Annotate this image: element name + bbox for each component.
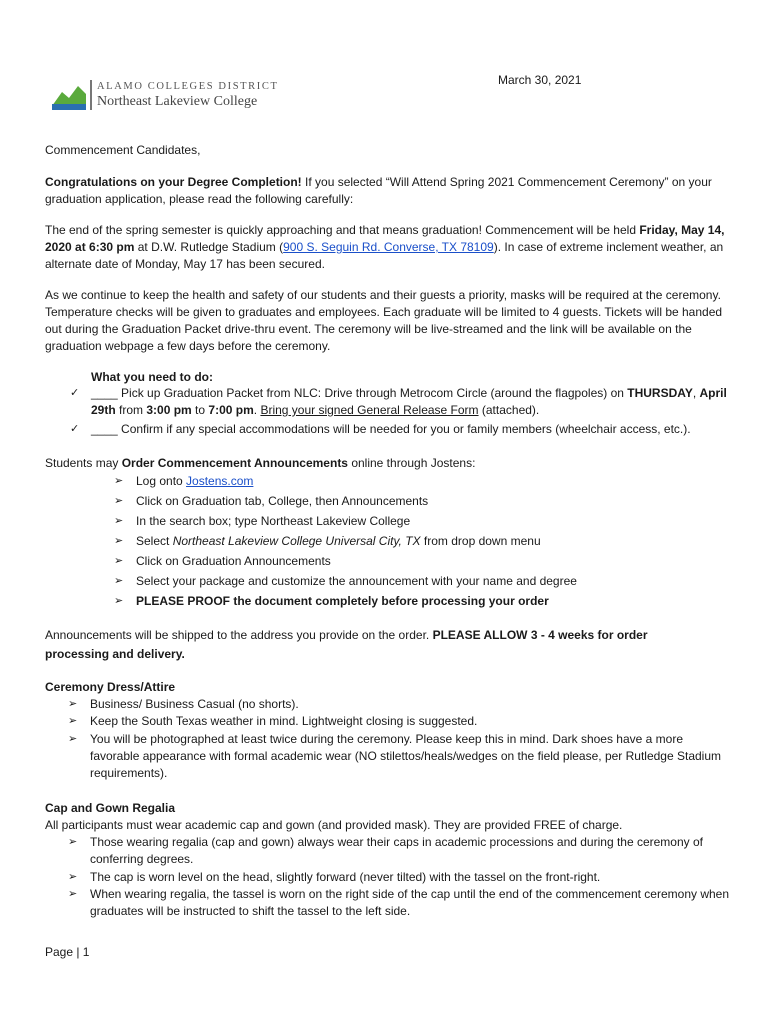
ceremony-date: Friday, May 14, 2020 at 6:30 pm [45,223,725,254]
arrow-bullet-icon: ➢ [68,733,78,745]
stadium-address-link[interactable]: 900 S. Seguin Rd. Converse, TX 78109 [283,240,494,254]
dress-item-3: You will be photographed at least twice during the ceremony. Please keep this in mind. Dark shoes have a more favorable appearance with formal academic wear (NO stilettos/heals/wedges on the field please, per Rutledge Stadium requirements). [90,732,722,780]
announcement-step-7: PLEASE PROOF the document completely before processing your order [136,594,549,608]
logo-district-name: ALAMO COLLEGES DISTRICT [97,81,279,92]
regalia-item-1: Those wearing regalia (cap and gown) always wear their caps in academic processions and during the ceremony of conferring degrees. [90,835,703,866]
salutation: Commencement Candidates, [45,143,201,157]
shipping-allowance: PLEASE ALLOW 3 - 4 weeks for order processing and delivery. [45,628,648,661]
arrow-bullet-icon: ➢ [114,515,124,527]
congratulations-paragraph: Congratulations on your Degree Completion! If you selected “Will Attend Spring 2021 Commencement Ceremony” on your graduation application, please read the following carefully: [45,175,712,206]
regalia-item-3: When wearing regalia, the tassel is worn on the right side of the cap until the end of the commencement ceremony when graduates will be instructed to shift the tassel to the left side. [90,887,730,918]
arrow-bullet-icon: ➢ [114,495,124,507]
announcement-step-4: Select Northeast Lakeview College Universal City, TX from drop down menu [136,534,541,548]
arrow-bullet-icon: ➢ [68,871,78,883]
release-form-note: Bring your signed General Release Form [260,403,479,417]
announcement-step-6: Select your package and customize the announcement with your name and degree [136,574,577,588]
letter-date: March 30, 2021 [498,73,582,87]
regalia-item-2: The cap is worn level on the head, slightly forward (never tilted) with the tassel on the front-right. [90,870,601,884]
todo-item-pickup-packet: ____ Pick up Graduation Packet from NLC: Drive through Metrocom Circle (around the flagpoles) on THURSDAY, April 29th from 3:00 pm to 7:00 pm. Bring your signed General Release Form (attached). [91,386,727,417]
arrow-bullet-icon: ➢ [114,555,124,567]
regalia-intro: All participants must wear academic cap and gown (and provided mask). They are provided FREE of charge. [45,818,623,832]
regalia-heading: Cap and Gown Regalia [45,801,176,815]
arrow-bullet-icon: ➢ [114,575,124,587]
arrow-bullet-icon: ➢ [68,698,78,710]
announcements-intro: Students may Order Commencement Announcements online through Jostens: [45,456,476,470]
arrow-bullet-icon: ➢ [68,836,78,848]
dress-item-2: Keep the South Texas weather in mind. Lightweight closing is suggested. [90,714,478,728]
checkmark-icon: ✓ [70,423,80,435]
todo-item-accommodations: ____ Confirm if any special accommodations will be needed for you or family members (wheelchair access, etc.). [91,422,691,436]
congratulations-heading: Congratulations on your Degree Completion! [45,175,302,189]
announcement-step-3: In the search box; type Northeast Lakeview College [136,514,411,528]
announcement-step-5: Click on Graduation Announcements [136,554,331,568]
logo-divider [90,80,92,110]
shipping-paragraph: Announcements will be shipped to the address you provide on the order. PLEASE ALLOW 3 - 4 weeks for order processing and delivery. [45,628,648,661]
college-logo [52,78,292,114]
logo-college-name: Northeast Lakeview College [97,94,258,109]
dress-heading: Ceremony Dress/Attire [45,680,176,694]
dress-item-1: Business/ Business Casual (no shorts). [90,697,299,711]
announcement-step-2: Click on Graduation tab, College, then Announcements [136,494,429,508]
arrow-bullet-icon: ➢ [114,535,124,547]
page-number: Page | 1 [45,945,90,959]
jostens-link[interactable]: Jostens.com [186,474,254,488]
ceremony-date-paragraph: The end of the spring semester is quickly approaching and that means graduation! Commencement will be held Friday, May 14, 2020 at 6:30 pm at D.W. Rutledge Stadium (900 S. Seguin Rd. Converse, TX 78109). In case of extreme inclement weather, an alternate date of Monday, May 17 has been secured. [45,223,725,271]
health-safety-paragraph: As we continue to keep the health and safety of our students and their guests a priority, masks will be required at the ceremony. Temperature checks will be given to graduates and employees. Each graduate will be limited to 4 guests. Tickets will be handed out during the Graduation Packet drive-thru event. The ceremony will be live-streamed and the link will be available on the graduation webpage a few days before the ceremony. [45,288,723,353]
checkmark-icon: ✓ [70,387,80,399]
todo-heading: What you need to do: [91,370,213,384]
arrow-bullet-icon: ➢ [68,888,78,900]
arrow-bullet-icon: ➢ [114,595,124,607]
announcement-step-1: Log onto Jostens.com [136,474,254,488]
logo-mark-icon [52,80,86,112]
arrow-bullet-icon: ➢ [114,475,124,487]
arrow-bullet-icon: ➢ [68,715,78,727]
